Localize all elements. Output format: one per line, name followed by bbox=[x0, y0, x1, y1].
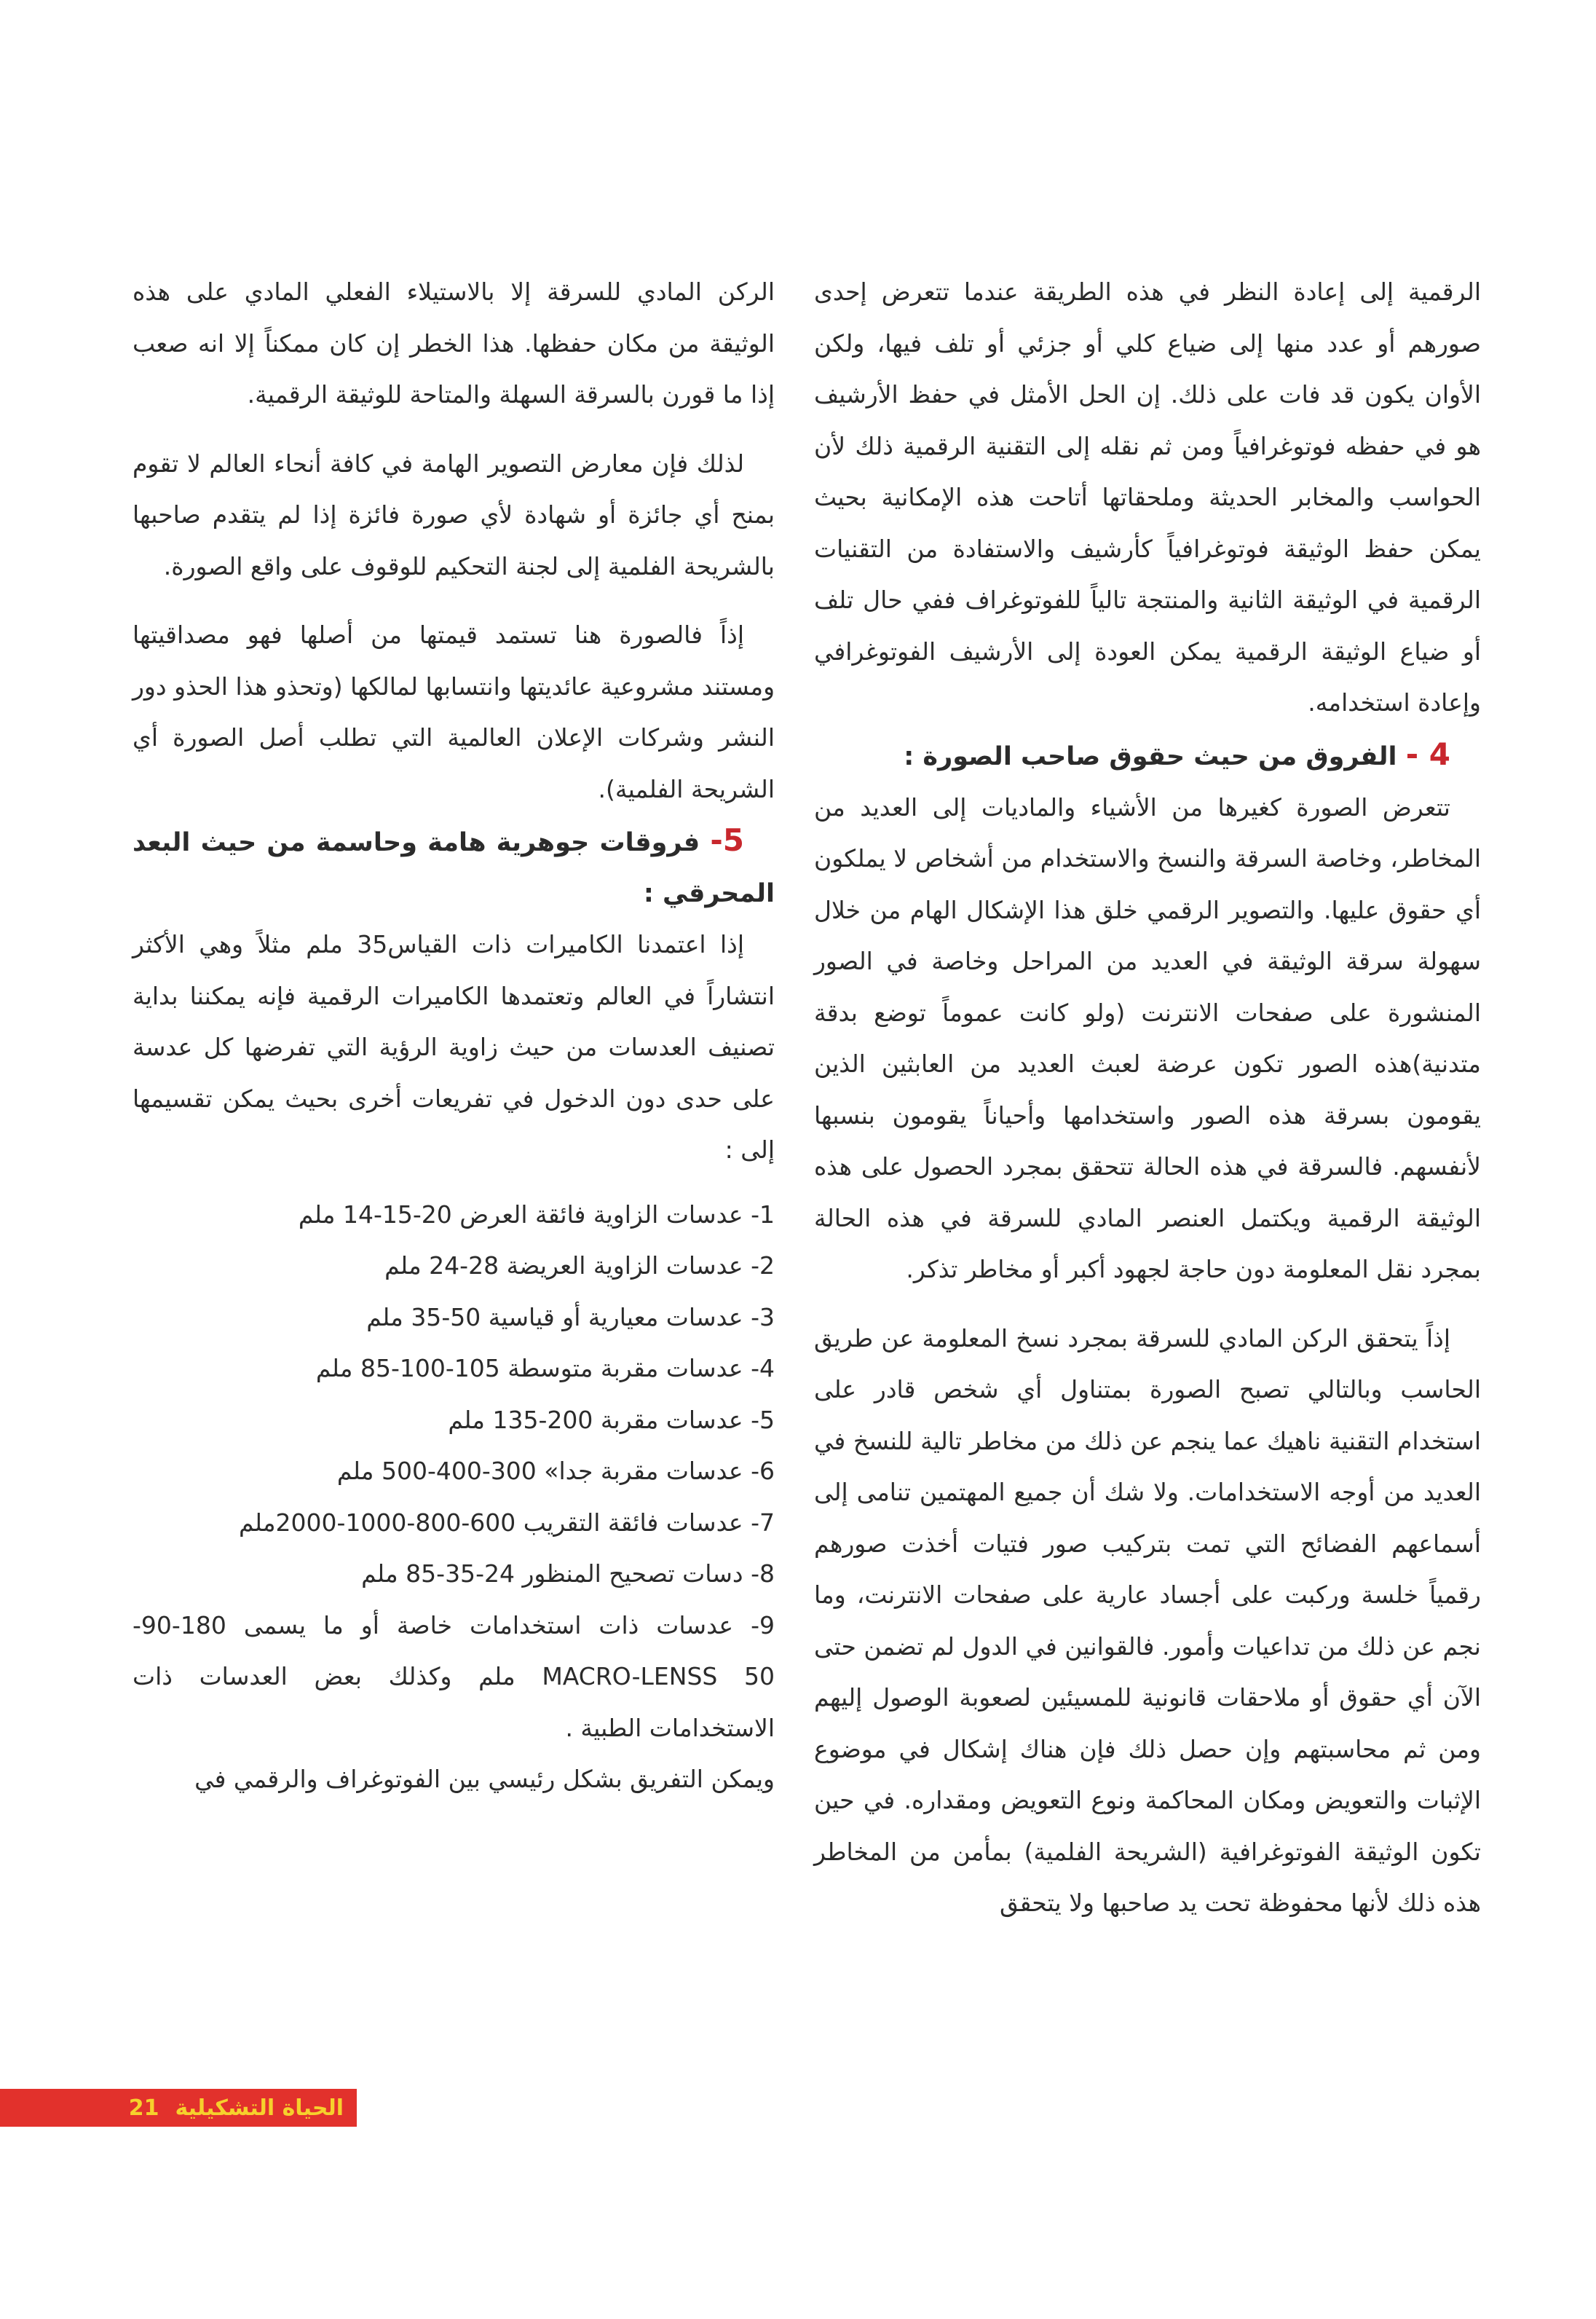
paragraph: إذاً يتحقق الركن المادي للسرقة بمجرد نسخ المعلومة عن طريق الحاسب وبالتالي تصبح الصورة بمتناول أي شخص قادر على استخدام التقنية ناهيك عما ينجم عن ذلك من مخاطر تالية للنسخ في العديد من أوجه الاستخدامات. ولا شك أن جميع المهتمين تنامى إلى أسماعهم الفضائح التي تمت بتركيب صور فتيات أخذت صورهم رقمياً خلسة وركبت على أجساد عارية على صفحات الانترنت، وما نجم عن ذلك من تداعيات وأمور. فالقوانين في الدول لم تضمن حتى الآن أي حقوق أو ملاحقات قانونية للمسيئين لصعوبة الوصول إليهم ومن ثم محاسبتهم وإن حصل ذلك فإن هناك إشكال في موضوع الإثبات والتعويض ومكان المحاكمة ونوع التعويض ومقداره. في حين تكون الوثيقة الفوتوغرافية (الشريحة الفلمية) بمأمن من المخاطر هذه ذلك لأنها محفوظة تحت يد صاحبها ولا يتحقق bbox=[814, 1323, 1481, 1917]
paragraph: إذا اعتمدنا الكاميرات ذات القياس35 ملم مثلاً وهي الأكثر انتشاراً في العالم وتعتمدها الكاميرات الرقمية فإنه يمكننا بداية تصنيف العدسات من حيث زاوية الرؤية التي تفرضها كل عدسة على حدى دون الدخول في تفريعات أخرى بحيث يمكن تقسيمها إلى : bbox=[133, 930, 775, 1164]
paragraph: إذاً فالصورة هنا تستمد قيمتها من أصلها فهو مصداقيتها ومستند مشروعية عائديتها وانتسابها لمالكها (وتحذو هذا الحذو دور النشر وشركات الإعلان العالمية التي تطلب أصل الصورة أي الشريحة الفلمية). bbox=[133, 621, 775, 803]
list-item: 2- عدسات الزاوية العريضة 28-24 ملم bbox=[384, 1251, 775, 1280]
section-heading-5 bbox=[133, 815, 775, 919]
paragraph: لذلك فإن معارض التصوير الهامة في كافة أنحاء العالم لا تقوم بمنح أي جائزة أو شهادة لأي صورة فائزة إذا لم يتقدم صاحبها بالشريحة الفلمية إلى لجنة التحكيم للوقوف على واقع الصورة. bbox=[133, 449, 775, 580]
list-item: 3- عدسات معيارية أو قياسية 50-35 ملم bbox=[366, 1302, 775, 1331]
paragraph: الركن المادي للسرقة إلا بالاستيلاء الفعلي المادي على هذه الوثيقة من مكان حفظها. هذا الخطر إن كان ممكناً إلا انه صعب إذا ما قورن بالسرقة السهلة والمتاحة للوثيقة الرقمية. bbox=[133, 277, 775, 409]
paragraph: تتعرض الصورة كغيرها من الأشياء والماديات إلى العديد من المخاطر، وخاصة السرقة والنسخ والاستخدام من أشخاص لا يملكون أي حقوق عليها. والتصوير الرقمي خلق هذا الإشكال الهام من خلال سهولة سرقة الوثيقة في العديد من المراحل وخاصة في الصور المنشورة على صفحات الانترنت (ولو كانت عموماً توضع بدقة متدنية)هذه الصور تكون عرضة لعبث العديد من العابثين الذين يقومون بسرقة هذه الصور واستخدامها وأحياناً يقومون بنسبها لأنفسهم. فالسرقة في هذه الحالة تتحقق بمجرد الحصول على هذه الوثيقة الرقمية ويكتمل العنصر المادي للسرقة في هذه الحالة بمجرد نقل المعلومة دون حاجة لجهود أكبر أو مخاطر تذكر. bbox=[814, 792, 1481, 1283]
lens-list bbox=[133, 1189, 775, 1755]
left-column bbox=[133, 267, 775, 1806]
list-item: 6- عدسات مقربة جدا» 300-400-500 ملم bbox=[336, 1457, 775, 1485]
list-item: 9- عدسات ذات استخدامات خاصة أو ما يسمى 180-90-MACRO-LENSS 50 ملم وكذلك بعض العدسات ذات الاستخدامات الطبية . bbox=[133, 1610, 775, 1742]
paragraph: الرقمية إلى إعادة النظر في هذه الطريقة عندما تتعرض إحدى صورهم أو عدد منها إلى ضياع كلي أو جزئي أو تلف فيها، ولكن الأوان يكون قد فات على ذلك. إن الحل الأمثل في حفظ الأرشيف هو في حفظه فوتوغرافياً ومن ثم نقله إلى التقنية الرقمية ذلك لأن الحواسب والمخابر الحديثة وملحقاتها أتاحت هذه الإمكانية بحيث يمكن حفظ الوثيقة فوتوغرافياً كأرشيف والاستفادة من التقنيات الرقمية في الوثيقة الثانية والمنتجة تالياً للفوتوغراف ففي حال تلف أو ضياع الوثيقة الرقمية يمكن العودة إلى الأرشيف الفوتوغرافي وإعادة استخدامه. bbox=[814, 277, 1481, 717]
list-item: 7- عدسات فائقة التقريب 600-800-1000-2000ملم bbox=[238, 1508, 775, 1537]
list-item: 4- عدسات مقربة متوسطة 105-100-85 ملم bbox=[315, 1354, 775, 1382]
section-title: الفروق من حيث حقوق صاحب الصورة : bbox=[904, 741, 1397, 771]
list-item: 1- عدسات الزاوية فائقة العرض 20-15-14 ملم bbox=[298, 1200, 775, 1229]
right-column bbox=[814, 267, 1481, 1929]
footer-bar bbox=[0, 2089, 357, 2127]
list-item: 5- عدسات مقربة 200-135 ملم bbox=[448, 1405, 775, 1434]
section-number: 5- bbox=[710, 822, 744, 858]
magazine-title: الحياة التشكيلية bbox=[175, 2095, 344, 2121]
page-number: 21 bbox=[128, 2095, 159, 2121]
paragraph: ويمكن التفريق بشكل رئيسي بين الفوتوغراف والرقمي في bbox=[194, 1765, 775, 1793]
list-item: 8- دسات تصحيح المنظور 24-35-85 ملم bbox=[361, 1559, 775, 1588]
section-number: 4 - bbox=[1405, 736, 1450, 772]
section-heading-4 bbox=[814, 729, 1481, 782]
section-title: فروقات جوهرية هامة وحاسمة من حيث البعد المحرقي : bbox=[133, 828, 775, 908]
